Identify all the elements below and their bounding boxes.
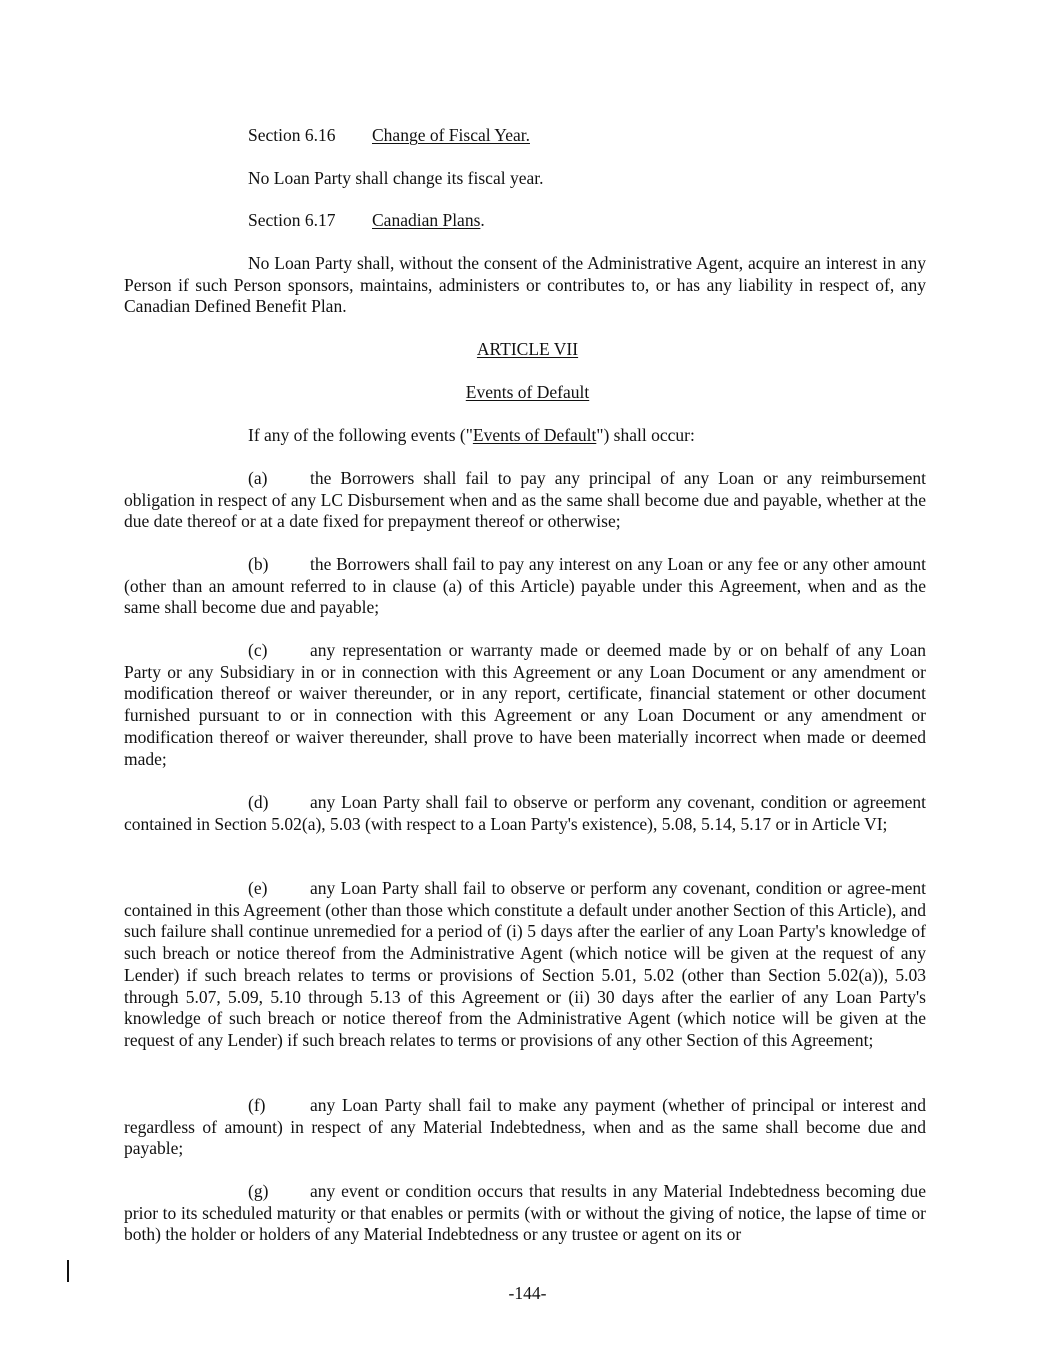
revision-margin-bar bbox=[67, 1260, 69, 1282]
clause-d bbox=[124, 792, 926, 835]
article-subtitle: Events of Default bbox=[465, 382, 590, 402]
section-6-17-title-suffix: . bbox=[480, 210, 485, 230]
article-title: ARTICLE VII bbox=[476, 339, 579, 359]
page-number: -144- bbox=[508, 1283, 547, 1303]
section-6-16-title: Change of Fiscal Year. bbox=[372, 125, 530, 145]
section-6-16-number: Section 6.16 bbox=[248, 125, 336, 145]
clause-a bbox=[124, 468, 926, 533]
clause-f-text: any Loan Party shall fail to make any payment (whether of principal or interest and regardless of amount) in respect of any Material Indebtedness, when and as the same shall become due and payable; bbox=[124, 1095, 926, 1159]
events-intro bbox=[248, 425, 695, 447]
events-intro-suffix: ") shall occur: bbox=[596, 425, 695, 445]
section-6-16-body: No Loan Party shall change its fiscal year. bbox=[248, 168, 544, 188]
clause-f bbox=[124, 1095, 926, 1160]
clause-a-text: the Borrowers shall fail to pay any principal of any Loan or any reimbursement obligation in respect of any LC Disbursement when and as the same shall become due and payable, whether at the due date thereof or at a date fixed for prepayment thereof or otherwise; bbox=[124, 468, 926, 532]
clause-b-text: the Borrowers shall fail to pay any interest on any Loan or any fee or any other amount (other than an amount referred to in clause (a) of this Article) payable under this Agreement, when and as the same shall become due and payable; bbox=[124, 554, 926, 618]
clause-g-text: any event or condition occurs that results in any Material Indebtedness becoming due prior to its scheduled maturity or that enables or permits (with or without the giving of notice, the lapse of time or both) the holder or holders of any Material Indebtedness or any trustee or agent on its or bbox=[124, 1181, 926, 1245]
section-6-17-number: Section 6.17 bbox=[248, 210, 336, 230]
article-heading bbox=[0, 339, 1055, 361]
section-6-17-title: Canadian Plans bbox=[372, 210, 481, 230]
clause-a-label: (a) bbox=[248, 468, 268, 488]
clause-d-label: (d) bbox=[248, 792, 269, 812]
clause-e-text: any Loan Party shall fail to observe or perform any covenant, condition or agree-ment contained in this Agreement (other than those which constitute a default under another Section of this Article), and such failure shall continue unremedied for a period of (i) 5 days after the earlier of any Loan Party's knowledge of such breach or notice thereof from the Administrative Agent (which notice will be given at the request of any Lender) if such breach relates to terms or provisions of Section 5.01, 5.02 (other than Section 5.02(a)), 5.03 through 5.07, 5.09, 5.10 through 5.13 of this Agreement or (ii) 30 days after the earlier of any Loan Party's knowledge of such breach or notice thereof from the Administrative Agent (which notice will be given at the request of any Lender) if such breach relates to terms or provisions of any other Section of this Agreement; bbox=[124, 878, 926, 1050]
clause-c-label: (c) bbox=[248, 640, 268, 660]
clause-c-text: any representation or warranty made or deemed made by or on behalf of any Loan Party or any Subsidiary in or in connection with this Agreement or any Loan Document or any amendment or modification thereof or waiver thereunder, or in any report, certificate, financial statement or other document furnished pursuant to or in connection with this Agreement or any Loan Document or any amendment or modification thereof or waiver thereunder, shall prove to have been materially incorrect when made or deemed made; bbox=[124, 640, 926, 769]
events-intro-prefix: If any of the following events (" bbox=[248, 425, 473, 445]
clause-e-label: (e) bbox=[248, 878, 268, 898]
article-subheading bbox=[0, 382, 1055, 404]
clause-b-label: (b) bbox=[248, 554, 269, 574]
section-6-17-body: No Loan Party shall, without the consent of the Administrative Agent, acquire an interest in any Person if such Person sponsors, maintains, administers or contributes to, or has any liability in respect of, any Canadian Defined Benefit Plan. bbox=[124, 253, 926, 317]
clause-g-label: (g) bbox=[248, 1181, 269, 1201]
clause-g bbox=[124, 1181, 926, 1246]
clause-c bbox=[124, 640, 926, 770]
clause-d-text: any Loan Party shall fail to observe or perform any covenant, condition or agreement contained in Section 5.02(a), 5.03 (with respect to a Loan Party's existence), 5.08, 5.14, 5.17 or in Article VI; bbox=[124, 792, 926, 834]
section-6-17-heading bbox=[248, 210, 485, 232]
clause-b bbox=[124, 554, 926, 619]
clause-e bbox=[124, 878, 926, 1052]
events-of-default-term: Events of Default bbox=[472, 425, 597, 445]
clause-f-label: (f) bbox=[248, 1095, 266, 1115]
section-6-16-heading bbox=[248, 125, 530, 147]
